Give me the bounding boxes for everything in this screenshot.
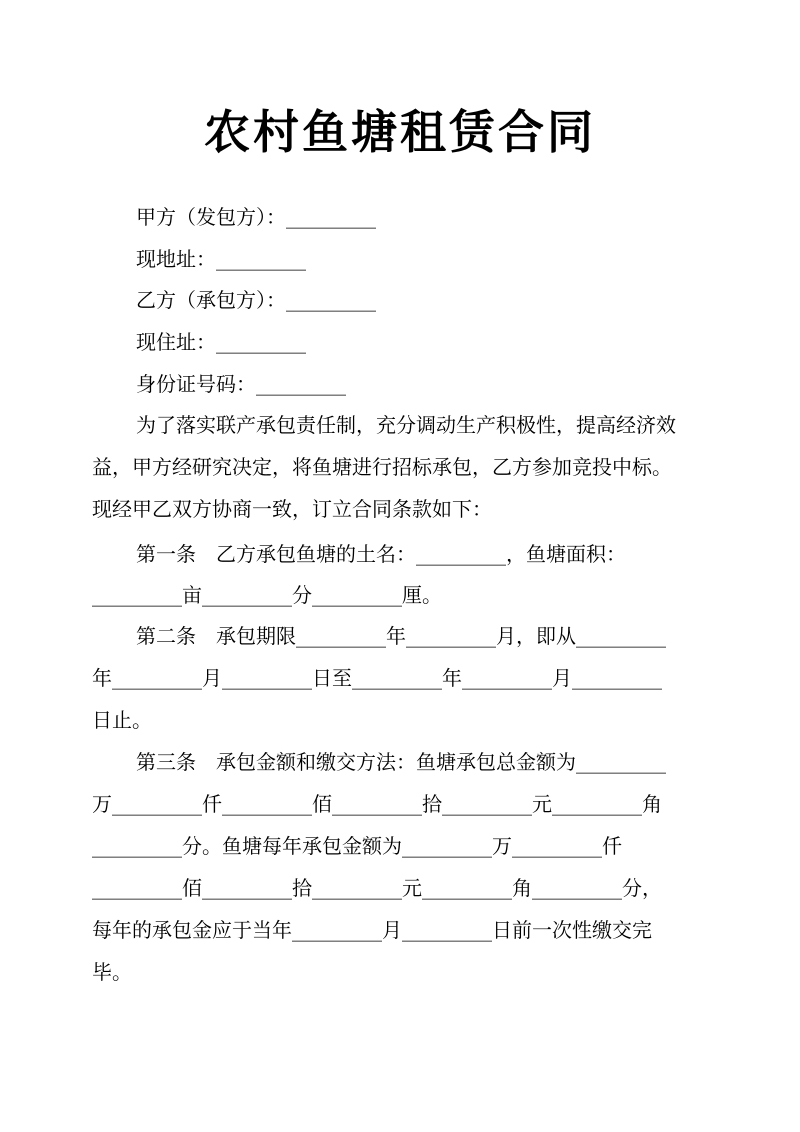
preamble-line-2: 益，甲方经研究决定，将鱼塘进行招标承包，乙方参加竞投中标。 xyxy=(92,455,672,479)
article-1-line-1: 第一条 乙方承包鱼塘的土名：_________，鱼塘面积： xyxy=(136,542,626,566)
party-a-address-line: 现地址：_________ xyxy=(136,247,306,271)
article-3-line-6: 毕。 xyxy=(92,960,132,984)
party-a-line: 甲方（发包方）：_________ xyxy=(136,205,376,229)
article-3-line-5: 每年的承包金应于当年_________月_________日前一次性缴交完 xyxy=(92,918,652,942)
article-3-line-1: 第三条 承包金额和缴交方法：鱼塘承包总金额为_________ xyxy=(136,750,666,774)
preamble-line-3: 现经甲乙双方协商一致，订立合同条款如下： xyxy=(92,497,492,521)
document-title: 农村鱼塘租赁合同 xyxy=(204,105,596,159)
article-3-line-2: 万_________仟_________佰_________拾_________元_________角 xyxy=(92,792,662,816)
article-3-line-4: _________佰_________拾_________元_________角_________分， xyxy=(92,876,662,900)
preamble-line-1: 为了落实联产承包责任制，充分调动生产积极性，提高经济效 xyxy=(136,413,676,437)
article-2-line-2: 年_________月_________日至_________年_________月_________ xyxy=(92,666,662,690)
article-2-line-1: 第二条 承包期限_________年_________月，即从_________ xyxy=(136,624,666,648)
article-3-line-3: _________分。鱼塘每年承包金额为_________万_________仟 xyxy=(92,834,622,858)
article-1-line-2: _________亩_________分_________厘。 xyxy=(92,583,442,607)
id-number-line: 身份证号码：_________ xyxy=(136,372,346,396)
party-b-line: 乙方（承包方）：_________ xyxy=(136,288,376,312)
party-b-address-line: 现住址：_________ xyxy=(136,330,306,354)
article-2-line-3: 日止。 xyxy=(92,708,152,732)
